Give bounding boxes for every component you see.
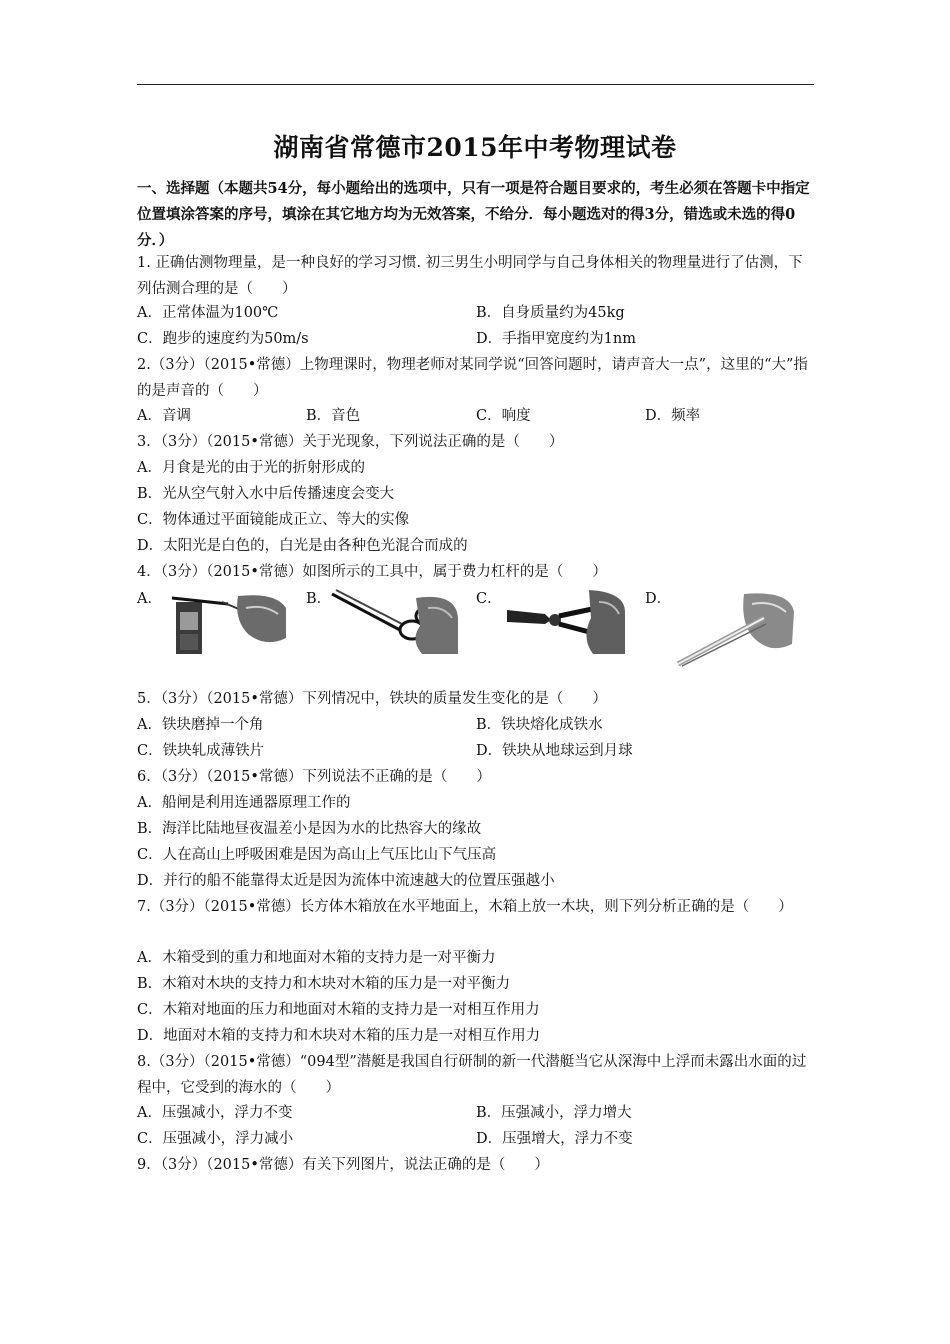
question-8-stem: 8.（3分）（2015•常德）“094型”潜艇是我国自行研制的新一代潜艇当它从深海中上浮而未露出水面的过程中，它受到的海水的（ ） xyxy=(137,1054,807,1096)
q4-option-d: D． xyxy=(645,591,672,607)
q8-option-a: A．压强减小，浮力不变 xyxy=(137,1105,293,1121)
question-1-stem: 1. 正确估测物理量，是一种良好的学习习惯. 初三男生小明同学与自己身体相关的物理量进行了估测，下列估测合理的是（ ） xyxy=(137,255,803,297)
q1-option-c: C．跑步的速度约为50m/s xyxy=(137,331,309,347)
q5-option-b: B．铁块熔化成铁水 xyxy=(476,717,603,733)
q7-option-c: C．木箱对地面的压力和地面对木箱的支持力是一对相互作用力 xyxy=(137,1002,540,1018)
q3-option-a: A．月食是光的由于光的折射形成的 xyxy=(137,460,365,476)
q1-option-d: D．手指甲宽度约为1nm xyxy=(476,331,636,347)
q8-option-c: C．压强减小，浮力减小 xyxy=(137,1131,294,1147)
bottle-opener-image xyxy=(168,590,288,656)
q4-option-b: B． xyxy=(306,591,332,607)
q3-option-b: B．光从空气射入水中后传播速度会变大 xyxy=(137,486,395,502)
q4-option-a: A． xyxy=(137,591,162,607)
q2-option-d: D．频率 xyxy=(645,408,701,424)
q6-option-d: D．并行的船不能靠得太近是因为流体中流速越大的位置压强越小 xyxy=(137,873,555,889)
q2-option-a: A．音调 xyxy=(137,408,191,424)
q5-option-a: A．铁块磨掉一个角 xyxy=(137,717,264,733)
header-rule xyxy=(137,84,814,85)
q2-option-b: B．音色 xyxy=(306,408,361,424)
question-7-stem: 7.（3分）（2015•常德）长方体木箱放在水平地面上，木箱上放一木块，则下列分析正确的是（ ） xyxy=(137,899,793,915)
q6-option-a: A．船闸是利用连通器原理工作的 xyxy=(137,795,351,811)
tweezers-image xyxy=(672,592,796,670)
q6-option-c: C．人在高山上呼吸困难是因为高山上气压比山下气压高 xyxy=(137,847,497,863)
question-4-stem: 4．（3分）（2015•常德）如图所示的工具中，属于费力杠杆的是（ ） xyxy=(137,564,607,580)
question-3-stem: 3．（3分）（2015•常德）关于光现象，下列说法正确的是（ ） xyxy=(137,434,564,450)
q3-option-c: C．物体通过平面镜能成正立、等大的实像 xyxy=(137,512,410,528)
q7-option-d: D．地面对木箱的支持力和木块对木箱的压力是一对相互作用力 xyxy=(137,1028,541,1044)
question-2-stem: 2.（3分）（2015•常德）上物理课时，物理老师对某同学说“回答问题时，请声音大一点”，这里的“大”指的是声音的（ ） xyxy=(137,357,808,399)
q7-option-a: A．木箱受到的重力和地面对木箱的支持力是一对平衡力 xyxy=(137,950,496,966)
q8-option-b: B．压强减小，浮力增大 xyxy=(476,1105,632,1121)
scissors-image xyxy=(330,588,460,656)
question-5-stem: 5．（3分）（2015•常德）下列情况中，铁块的质量发生变化的是（ ） xyxy=(137,691,607,707)
page-title: 湖南省常德市2015年中考物理试卷 xyxy=(273,133,677,162)
q5-option-d: D．铁块从地球运到月球 xyxy=(476,743,633,759)
question-9-stem: 9．（3分）（2015•常德）有关下列图片，说法正确的是（ ） xyxy=(137,1157,549,1173)
q2-option-c: C．响度 xyxy=(476,408,531,424)
q1-option-b: B．自身质量约为45kg xyxy=(476,305,625,321)
q4-option-c: C． xyxy=(476,591,502,607)
pliers-image xyxy=(505,588,627,656)
q1-option-a: A．正常体温为100℃ xyxy=(137,305,279,321)
q6-option-b: B．海洋比陆地昼夜温差小是因为水的比热容大的缘故 xyxy=(137,821,482,837)
question-6-stem: 6．（3分）（2015•常德）下列说法不正确的是（ ） xyxy=(137,769,491,785)
q5-option-c: C．铁块轧成薄铁片 xyxy=(137,743,265,759)
q7-option-b: B．木箱对木块的支持力和木块对木箱的压力是一对平衡力 xyxy=(137,976,511,992)
section-heading: 一、选择题（本题共54分，每小题给出的选项中，只有一项是符合题目要求的，考生必须在答题卡中指定位置填涂答案的序号，填涂在其它地方均为无效答案，不给分．每小题选对的得3分，错选或未选的得0分．） xyxy=(137,180,810,249)
q8-option-d: D．压强增大，浮力不变 xyxy=(476,1131,633,1147)
q3-option-d: D．太阳光是白色的，白光是由各种色光混合而成的 xyxy=(137,538,468,554)
